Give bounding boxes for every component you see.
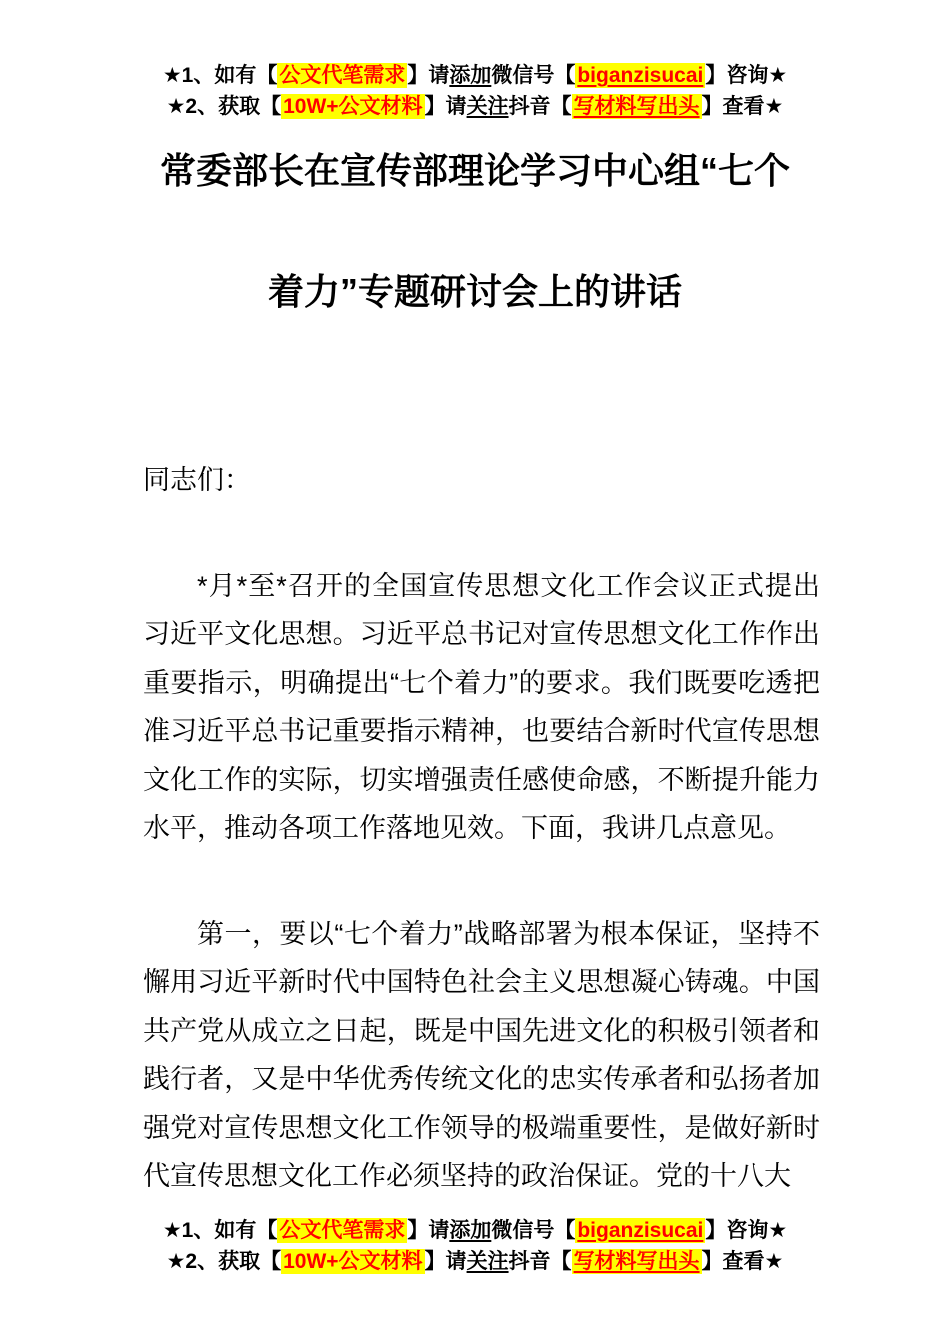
promo-douyin-id: 写材料写出头	[573, 1249, 700, 1273]
promo-line-1	[0, 1215, 950, 1246]
salutation: 同志们：	[143, 465, 251, 495]
promo-highlight: 10W+公文材料	[283, 95, 423, 118]
document-body	[143, 456, 820, 1201]
promo-text: 】请	[407, 64, 450, 87]
promo-text: 】请	[424, 1249, 467, 1273]
promo-banner-bottom	[0, 1215, 950, 1277]
promo-highlight: 公文代笔需求	[279, 64, 406, 87]
promo-text: ★2、获取【	[166, 95, 282, 118]
promo-text: 】请	[407, 1218, 450, 1242]
promo-text: 微信号【	[491, 1218, 576, 1242]
promo-underline: 关注	[466, 1249, 509, 1273]
promo-text: ★2、获取【	[166, 1249, 282, 1273]
promo-line-1	[0, 60, 950, 91]
promo-line-2	[0, 91, 950, 122]
promo-text: 】咨询★	[705, 1218, 788, 1242]
promo-wechat-id: biganzisucai	[577, 64, 704, 87]
title-line-2: 着力”专题研讨会上的讲话	[267, 271, 682, 312]
promo-line-2	[0, 1246, 950, 1277]
promo-text: 抖音【	[508, 1249, 572, 1273]
promo-text: 抖音【	[508, 95, 572, 118]
promo-banner-top	[0, 0, 950, 122]
promo-text: 】咨询★	[705, 64, 788, 87]
document-title	[0, 148, 950, 314]
promo-douyin-id: 写材料写出头	[573, 95, 700, 118]
promo-highlight: 公文代笔需求	[279, 1218, 406, 1242]
promo-text: ★1、如有【	[162, 1218, 278, 1242]
promo-text: 】查看★	[701, 95, 784, 118]
promo-text: ★1、如有【	[162, 64, 278, 87]
promo-highlight: 10W+公文材料	[283, 1249, 423, 1273]
paragraph-2: 第一，要以“七个着力”战略部署为根本保证，坚持不懈用习近平新时代中国特色社会主义思想凝心铸魂。中国共产党从成立之日起，既是中国先进文化的积极引领者和践行者，又是中华优秀传统文化的忠实传承者和弘扬者加强党对宣传思想文化工作领导的极端重要性，是做好新时代宣传思想文化工作必须坚持的政治保证。党的十八大	[143, 918, 820, 1191]
promo-wechat-id: biganzisucai	[577, 1218, 704, 1242]
paragraph-1: *月*至*召开的全国宣传思想文化工作会议正式提出习近平文化思想。习近平总书记对宣传思想文化工作作出重要指示，明确提出“七个着力”的要求。我们既要吃透把准习近平总书记重要指示精神，也要结合新时代宣传思想文化工作的实际，切实增强责任感使命感，不断提升能力水平，推动各项工作落地见效。下面，我讲几点意见。	[143, 570, 820, 843]
promo-text: 微信号【	[491, 64, 576, 87]
promo-text: 】查看★	[701, 1249, 784, 1273]
promo-underline: 添加	[449, 64, 492, 87]
promo-text: 】请	[424, 95, 467, 118]
promo-underline: 添加	[449, 1218, 492, 1242]
title-line-1: 常委部长在宣传部理论学习中心组“七个	[159, 150, 790, 191]
promo-underline: 关注	[466, 95, 509, 118]
